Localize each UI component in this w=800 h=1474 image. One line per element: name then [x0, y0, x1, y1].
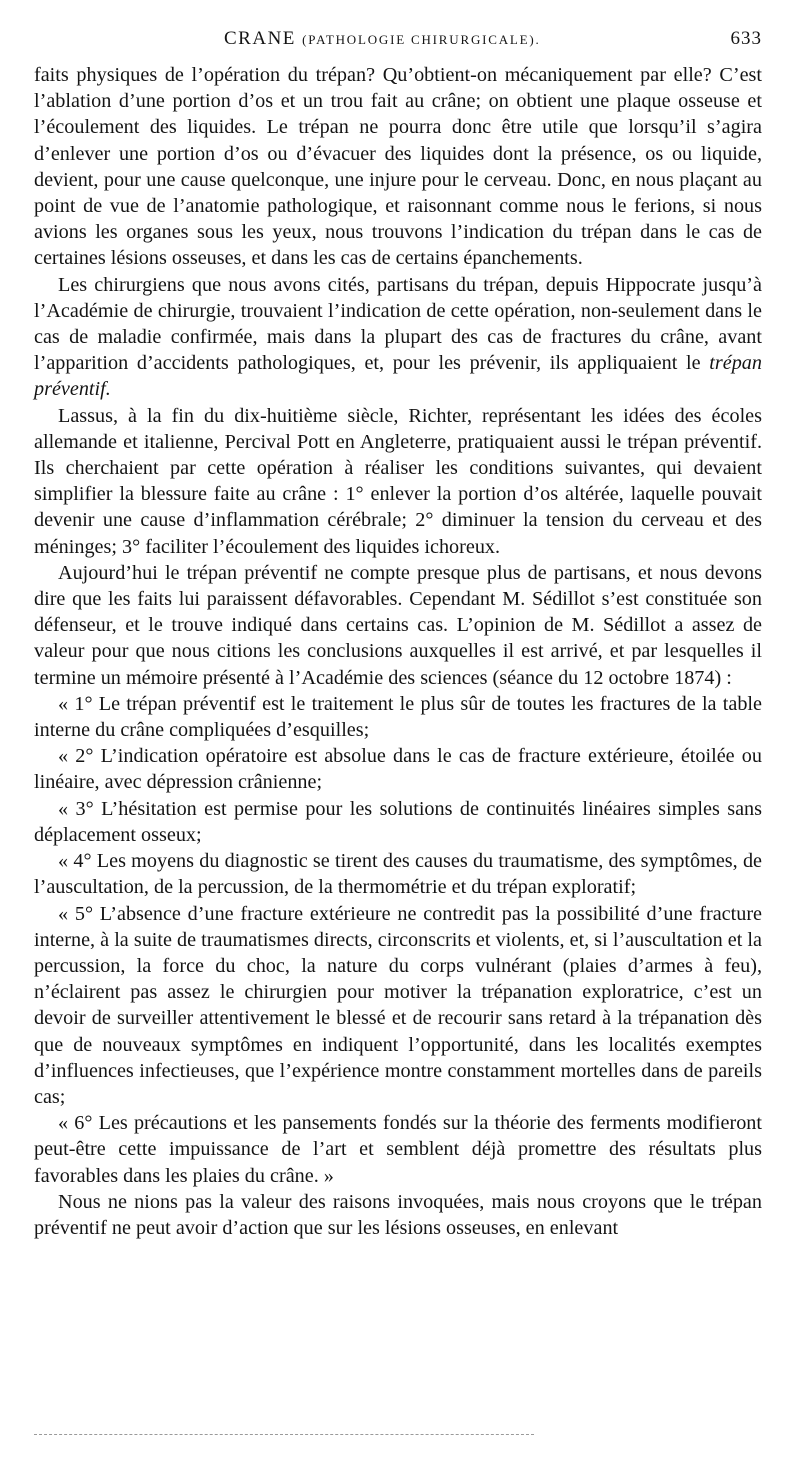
quote-item: « 6° Les précautions et les pansements fondés sur la théorie des ferments modifieront peut-être cette impuissance de l’art et semblent déjà promettre des résultats plus favorables dans les plaies du crâne. »	[34, 1112, 762, 1187]
book-page	[34, 28, 762, 1241]
running-head	[34, 28, 762, 56]
paragraph: faits physiques de l’opération du trépan? Qu’obtient-on mécaniquement par elle? C’est l’ablation d’une portion d’os et un trou fait au crâne; on obtient une plaque osseuse et l’écoulement des liquides. Le trépan ne pourra donc être utile que lorsqu’il s’agira d’enlever une portion d’os ou d’évacuer des liquides dont la présence, os ou liquide, devient, pour une cause quelconque, une injure pour le cerveau. Donc, en nous plaçant au point de vue de l’anatomie pathologique, et raisonnant comme nous le ferions, si nous avions les organes sous les yeux, nous trouvons l’indication du trépan dans le cas de certaines lésions osseuses, et dans les cas de certains épanchements.	[34, 64, 762, 270]
running-title-main: CRANE	[224, 28, 296, 49]
quote-item: « 2° L’indication opératoire est absolue dans le cas de fracture extérieure, étoilée ou linéaire, avec dépression crânienne;	[34, 745, 762, 794]
paragraph	[34, 272, 762, 403]
paragraph: Aujourd’hui le trépan préventif ne compte presque plus de partisans, et nous devons dire que les faits lui paraissent défavorables. Cependant M. Sédillot s’est constituée son défenseur, et le trouve indiqué dans certains cas. L’opinion de M. Sédillot a assez de valeur pour que nous citions les conclusions auxquelles il est arrivé, et par lesquelles il termine un mémoire présenté à l’Académie des sciences (séance du 12 octobre 1874) :	[34, 561, 762, 689]
quote-item: « 5° L’absence d’une fracture extérieure ne contredit pas la possibilité d’une fracture interne, à la suite de traumatismes directs, circonscrits et violents, et, si l’auscultation et la percussion, la force du choc, la nature du corps vulnérant (plaies d’armes à feu), n’éclairent pas assez le chirurgien pour motiver la trépanation exploratrice, c’est un devoir de surveiller attentivement le blessé et de recourir sans retard à la trépanation dès que de nouveaux symptômes en indiquent l’opportunité, dans les localités exemptes d’influences infectieuses, que l’expérience montre constamment mortelles dans de pareils cas;	[34, 902, 762, 1108]
page-number: 633	[730, 28, 762, 49]
paragraph-italic: trépan préventif.	[34, 352, 762, 401]
quote-item: « 4° Les moyens du diagnostic se tirent des causes du traumatisme, des symptômes, de l’auscultation, de la percussion, de la thermométrie et du trépan exploratif;	[34, 850, 762, 899]
page-footer-rule	[34, 1434, 534, 1435]
body-text	[34, 62, 762, 1241]
quote-item: « 3° L’hésitation est permise pour les solutions de continuités linéaires simples sans déplacement osseux;	[34, 797, 762, 846]
paragraph: Lassus, à la fin du dix-huitième siècle, Richter, représentant les idées des écoles allemande et italienne, Percival Pott en Angleterre, pratiquaient aussi le trépan préventif. Ils cherchaient par cette opération à réaliser les conditions suivantes, qui devaient simplifier la blessure faite au crâne : 1° enlever la portion d’os altérée, laquelle pouvait devenir une cause d’inflammation cérébrale; 2° diminuer la tension du cerveau et des méninges; 3° faciliter l’écoulement des liquides ichoreux.	[34, 404, 762, 558]
paragraph: Nous ne nions pas la valeur des raisons invoquées, mais nous croyons que le trépan préventif ne peut avoir d’action que sur les lésions osseuses, en enlevant	[34, 1190, 762, 1239]
paragraph-text: Les chirurgiens que nous avons cités, partisans du trépan, depuis Hippocrate jusqu’à l’Académie de chirurgie, trouvaient l’indication de cette opération, non-seulement dans le cas de maladie confirmée, mais dans la plupart des cas de fractures du crâne, avant l’apparition d’accidents pathologiques, et, pour les prévenir, ils appliquaient le	[34, 273, 762, 375]
running-title-sub: (PATHOLOGIE CHIRURGICALE).	[302, 32, 541, 47]
quote-item: « 1° Le trépan préventif est le traitement le plus sûr de toutes les fractures de la table interne du crâne compliquées d’esquilles;	[34, 692, 762, 742]
running-title	[224, 28, 541, 50]
